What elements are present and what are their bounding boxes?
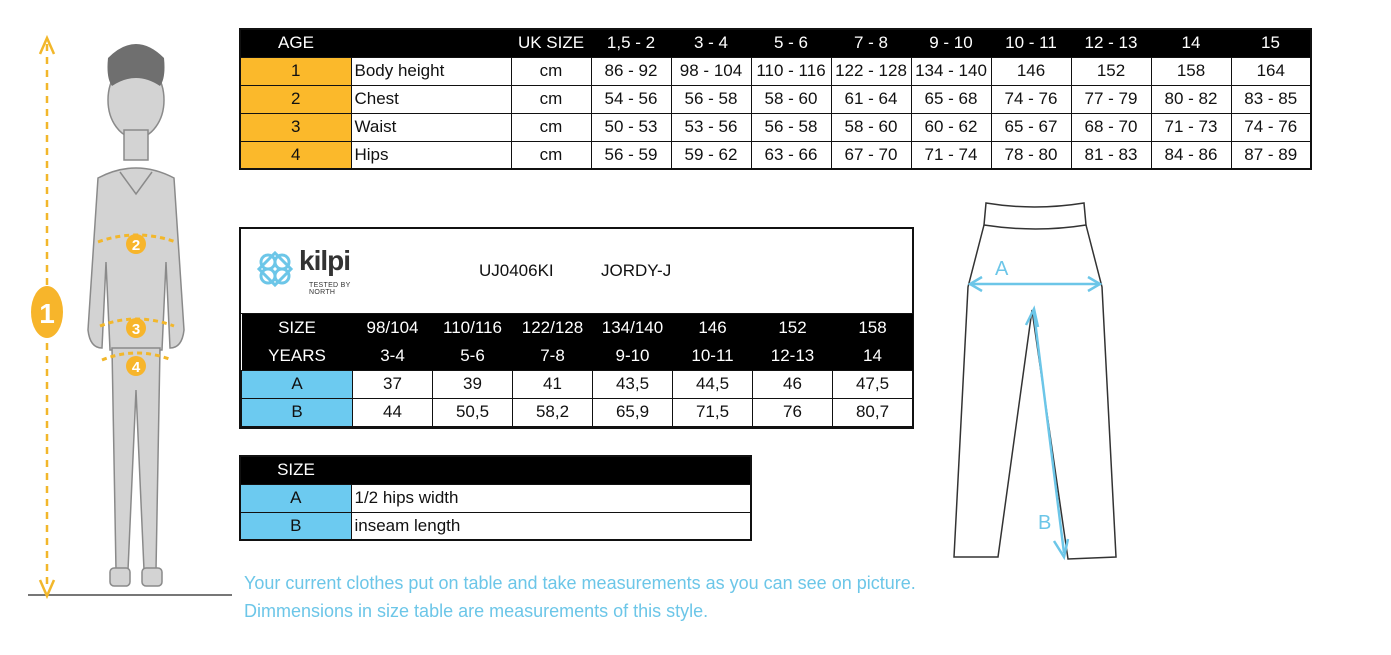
measure-label: A (242, 370, 353, 398)
years-cell: 3-4 (353, 342, 433, 370)
size-chart-table (239, 28, 1312, 170)
brand-tagline: TESTED BY NORTH (309, 282, 351, 296)
pants-label-b: B (1038, 512, 1052, 534)
table-cell: 58 - 60 (831, 113, 911, 141)
years-cell: 14 (833, 342, 913, 370)
table-cell: 56 - 58 (751, 113, 831, 141)
header-cell: 10 - 11 (991, 29, 1071, 57)
table-row (242, 398, 913, 426)
table-cell: 46 (753, 370, 833, 398)
header-cell: 3 - 4 (671, 29, 751, 57)
table-cell: 53 - 56 (671, 113, 751, 141)
row-unit: cm (511, 113, 591, 141)
child-figure-illustration (20, 30, 240, 605)
table-cell: 56 - 58 (671, 85, 751, 113)
years-cell: 9-10 (593, 342, 673, 370)
legend-label: A (240, 484, 351, 512)
header-cell (351, 29, 511, 57)
table-cell: 39 (433, 370, 513, 398)
table-cell: 37 (353, 370, 433, 398)
size-cell: 110/116 (433, 314, 513, 342)
table-cell: 65 - 67 (991, 113, 1071, 141)
table-cell: 65 - 68 (911, 85, 991, 113)
table-cell: 60 - 62 (911, 113, 991, 141)
marker-label: 2 (131, 237, 141, 254)
measure-label: B (242, 398, 353, 426)
size-cell: 146 (673, 314, 753, 342)
size-cell: 152 (753, 314, 833, 342)
row-label: Body height (351, 57, 511, 85)
table-cell: 71 - 74 (911, 141, 991, 169)
instruction-note: Your current clothes put on table and take measurements as you can see on picture. (244, 573, 916, 593)
header-cell: 15 (1231, 29, 1311, 57)
table-cell: 158 (1151, 57, 1231, 85)
years-cell: 5-6 (433, 342, 513, 370)
row-unit: cm (511, 141, 591, 169)
row-label: Chest (351, 85, 511, 113)
pants-label-a: A (995, 258, 1009, 280)
table-cell: 58,2 (513, 398, 593, 426)
measure-arrows (970, 277, 1100, 557)
table-cell: 56 - 59 (591, 141, 671, 169)
table-cell: 87 - 89 (1231, 141, 1311, 169)
product-header (241, 229, 912, 314)
table-row (240, 85, 1311, 113)
legend-table (239, 455, 752, 541)
table-cell: 44 (353, 398, 433, 426)
product-code: UJ0406KI (479, 261, 554, 280)
legend-text: inseam length (351, 512, 751, 540)
table-cell: 98 - 104 (671, 57, 751, 85)
marker-label: 1 (39, 298, 55, 329)
header-cell: 9 - 10 (911, 29, 991, 57)
table-cell: 58 - 60 (751, 85, 831, 113)
row-label: Waist (351, 113, 511, 141)
table-cell: 152 (1071, 57, 1151, 85)
table-cell: 61 - 64 (831, 85, 911, 113)
marker-label: 3 (131, 321, 141, 338)
table-cell: 146 (991, 57, 1071, 85)
legend-header: SIZE (240, 456, 351, 484)
header-cell: UK SIZE (511, 29, 591, 57)
table-cell: 74 - 76 (991, 85, 1071, 113)
row-number: 4 (240, 141, 351, 169)
table-cell: 110 - 116 (751, 57, 831, 85)
size-cell: 98/104 (353, 314, 433, 342)
legend-header-row (240, 456, 751, 484)
size-cell: 158 (833, 314, 913, 342)
table-cell: 164 (1231, 57, 1311, 85)
table-cell: 67 - 70 (831, 141, 911, 169)
years-cell: 7-8 (513, 342, 593, 370)
header-cell: 12 - 13 (1071, 29, 1151, 57)
product-size-box (239, 227, 914, 429)
size-cell: 134/140 (593, 314, 673, 342)
table-cell: 47,5 (833, 370, 913, 398)
header-cell: 7 - 8 (831, 29, 911, 57)
instruction-note: Dimmensions in size table are measurements of this style. (244, 601, 709, 621)
size-chart-header-row (240, 29, 1311, 57)
table-cell: 81 - 83 (1071, 141, 1151, 169)
table-cell: 63 - 66 (751, 141, 831, 169)
row-unit: cm (511, 57, 591, 85)
table-cell: 86 - 92 (591, 57, 671, 85)
product-measure-table (241, 314, 913, 427)
table-cell: 71,5 (673, 398, 753, 426)
knot-icon (251, 245, 299, 293)
row-number: 2 (240, 85, 351, 113)
years-label: YEARS (242, 342, 353, 370)
table-cell: 77 - 79 (1071, 85, 1151, 113)
kilpi-logo (251, 245, 371, 295)
table-cell: 41 (513, 370, 593, 398)
pants-illustration (940, 195, 1130, 575)
years-row (242, 342, 913, 370)
table-row (240, 57, 1311, 85)
table-cell: 50 - 53 (591, 113, 671, 141)
size-label: SIZE (242, 314, 353, 342)
row-number: 3 (240, 113, 351, 141)
header-cell: 14 (1151, 29, 1231, 57)
table-cell: 68 - 70 (1071, 113, 1151, 141)
table-cell: 43,5 (593, 370, 673, 398)
table-cell: 134 - 140 (911, 57, 991, 85)
table-cell: 74 - 76 (1231, 113, 1311, 141)
table-cell: 80,7 (833, 398, 913, 426)
table-cell: 44,5 (673, 370, 753, 398)
years-cell: 10-11 (673, 342, 753, 370)
header-cell: AGE (240, 29, 351, 57)
table-cell: 59 - 62 (671, 141, 751, 169)
legend-label: B (240, 512, 351, 540)
table-cell: 83 - 85 (1231, 85, 1311, 113)
table-row (242, 370, 913, 398)
header-cell: 1,5 - 2 (591, 29, 671, 57)
table-row (240, 113, 1311, 141)
product-style: JORDY-J (601, 261, 672, 280)
size-row (242, 314, 913, 342)
table-cell: 71 - 73 (1151, 113, 1231, 141)
pants-outline (954, 203, 1116, 559)
row-number: 1 (240, 57, 351, 85)
table-row (240, 512, 751, 540)
legend-text: 1/2 hips width (351, 484, 751, 512)
table-cell: 65,9 (593, 398, 673, 426)
marker-label: 4 (131, 359, 141, 376)
legend-header-blank (351, 456, 751, 484)
table-cell: 84 - 86 (1151, 141, 1231, 169)
table-row (240, 141, 1311, 169)
years-cell: 12-13 (753, 342, 833, 370)
table-cell: 76 (753, 398, 833, 426)
header-cell: 5 - 6 (751, 29, 831, 57)
brand-name: kilpi (299, 245, 351, 276)
table-cell: 122 - 128 (831, 57, 911, 85)
table-cell: 54 - 56 (591, 85, 671, 113)
table-cell: 78 - 80 (991, 141, 1071, 169)
size-cell: 122/128 (513, 314, 593, 342)
row-label: Hips (351, 141, 511, 169)
table-row (240, 484, 751, 512)
table-cell: 80 - 82 (1151, 85, 1231, 113)
table-cell: 50,5 (433, 398, 513, 426)
row-unit: cm (511, 85, 591, 113)
